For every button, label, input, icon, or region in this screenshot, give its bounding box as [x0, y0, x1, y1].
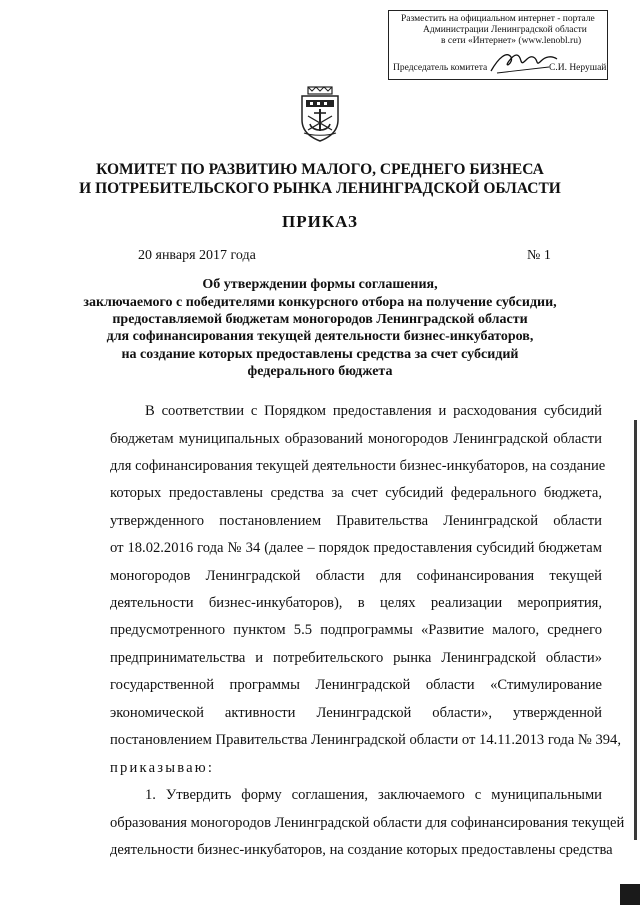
body-line-item-1: 1. Утвердить форму соглашения, заключаемого с муниципальными — [145, 787, 602, 803]
order-date: 20 января 2017 года — [138, 248, 256, 263]
ministry-name-line-1: КОМИТЕТ ПО РАЗВИТИЮ МАЛОГО, СРЕДНЕГО БИЗНЕСА — [96, 161, 544, 178]
body-line: предпринимательства и потребительского рынка Ленинградской области» — [110, 650, 602, 666]
body-line: от 18.02.2016 года № 34 (далее – порядок предоставления субсидий бюджетам — [110, 540, 602, 556]
body-line: государственной программы Ленинградской области «Стимулирование — [110, 677, 602, 693]
body-line: которых предоставлены средства за счет субсидий федерального бюджета, — [110, 485, 602, 501]
body-line: предусмотренного пунктом 5.5 подпрограммы «Развитие малого, среднего — [110, 622, 602, 638]
coat-of-arms-icon — [298, 86, 342, 142]
body-line: В соответствии с Порядком предоставления и расходования субсидий — [145, 403, 602, 419]
order-number: № 1 — [527, 248, 551, 263]
body-line: моногородов Ленинградской области для софинансирования текущей — [110, 568, 602, 584]
subject-line: для софинансирования текущей деятельности бизнес-инкубаторов, — [106, 329, 534, 344]
ministry-name-line-2: И ПОТРЕБИТЕЛЬСКОГО РЫНКА ЛЕНИНГРАДСКОЙ ОБЛАСТИ — [79, 180, 561, 197]
stamp-chair-name: С.И. Нерушай — [549, 63, 607, 73]
scan-edge-mark — [634, 420, 637, 840]
body-line: утвержденного постановлением Правительства Ленинградской области — [110, 513, 602, 529]
body-line: для софинансирования текущей деятельности бизнес-инкубаторов, на создание — [110, 458, 606, 474]
publication-stamp — [388, 10, 608, 80]
body-line: бюджетам муниципальных образований моногородов Ленинградской области — [110, 431, 602, 447]
body-line: экономической активности Ленинградской области», утвержденной — [110, 705, 602, 721]
body-line-order-word: приказываю: — [110, 760, 215, 776]
signature-icon — [489, 47, 559, 77]
stamp-line-3: в сети «Интернет» (www.lenobl.ru) — [441, 36, 582, 46]
subject-line: на создание которых предоставлены средства за счет субсидий — [121, 347, 519, 362]
stamp-line-2: Администрации Ленинградской области — [423, 25, 587, 35]
subject-line: заключаемого с победителями конкурсного отбора на получение субсидии, — [83, 295, 557, 310]
body-line: деятельности бизнес-инкубаторов, на создание которых предоставлены средства — [110, 842, 613, 858]
subject-line: предоставляемой бюджетам моногородов Ленинградской области — [112, 312, 528, 327]
stamp-line-1: Разместить на официальном интернет - портале — [401, 14, 595, 24]
stamp-chair-label: Председатель комитета — [393, 63, 488, 73]
subject-line: федерального бюджета — [247, 364, 393, 379]
body-line: постановлением Правительства Ленинградской области от 14.11.2013 года № 394, — [110, 732, 621, 748]
document-type: ПРИКАЗ — [282, 212, 358, 231]
body-line: деятельности бизнес-инкубаторов), в целях реализации мероприятия, — [110, 595, 602, 611]
scan-corner-mark — [620, 884, 640, 905]
subject-line: Об утверждении формы соглашения, — [202, 277, 438, 292]
body-line: образования моногородов Ленинградской области для софинансирования текущей — [110, 815, 625, 831]
